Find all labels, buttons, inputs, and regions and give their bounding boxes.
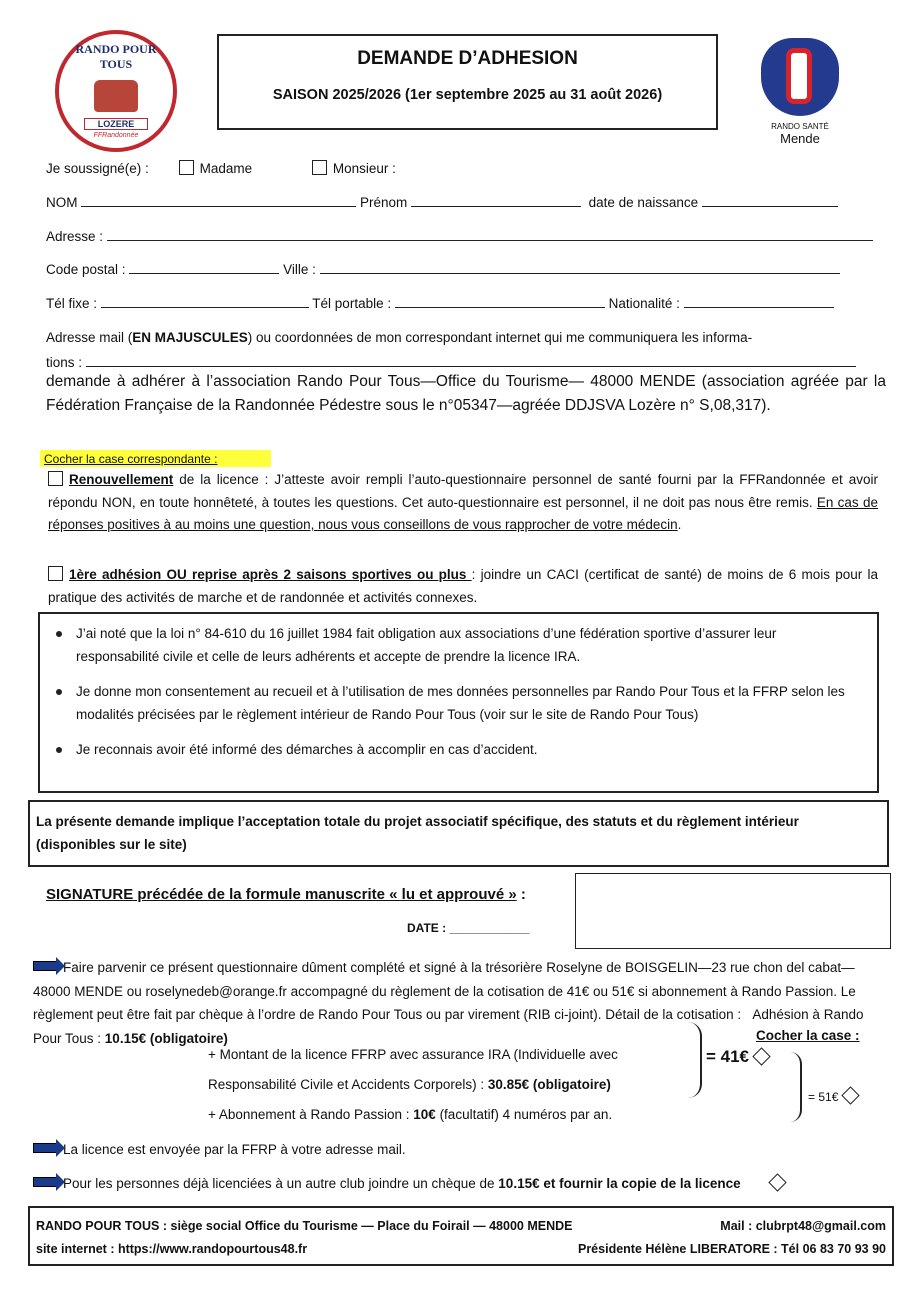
logo-right-city: Mende (780, 131, 820, 146)
first-membership-option (48, 564, 878, 609)
footer-address: RANDO POUR TOUS : siège social Office du Tourisme — Place du Foirail — 48000 MENDE (36, 1219, 573, 1233)
label: Tél portable : (312, 296, 392, 311)
renewal-checkbox[interactable] (48, 471, 63, 486)
date-label: DATE : ____________ (407, 921, 530, 935)
acceptance-text: La présente demande implique l’acceptation totale du projet associatif spécifique, des statuts et du règlement intérieur (disponibles sur le site) (36, 814, 799, 852)
footer-site[interactable]: site internet : https://www.randopourtous48.fr (36, 1242, 308, 1256)
arrow-icon (33, 961, 57, 971)
other-club-checkbox[interactable] (768, 1173, 786, 1191)
other-club-note (33, 1176, 873, 1191)
footer-box (28, 1206, 894, 1266)
madame-checkbox[interactable] (179, 160, 194, 175)
declaration-item: Je donne mon consentement au recueil et à l’utilisation de mes données personnelles par Rando Pour Tous et la FFRP selon les modalités précisées par le règlement intérieur de Rando Pour Tous (voir sur le site de Rando Pour Tous) (50, 680, 863, 726)
nom-field[interactable] (81, 195, 356, 207)
arrow-icon (33, 1143, 57, 1153)
total-51-checkbox[interactable] (842, 1086, 860, 1104)
label: Nationalité : (608, 296, 680, 311)
label: + Abonnement à Rando Passion : (208, 1107, 414, 1122)
arrow-icon (33, 1177, 57, 1187)
label: 10.15€ (obligatoire) (104, 1030, 228, 1046)
label: : joindre un CACI (certificat de santé) de moins de 6 mois pour la pratique des activités de marche et de randonnée et activités connexes. (48, 567, 879, 605)
label: NOM (46, 195, 78, 210)
label: tions : (46, 355, 83, 370)
label: = 51€ (808, 1090, 839, 1104)
label: Pour les personnes déjà licenciées à un autre club joindre un chèque de (63, 1176, 499, 1191)
logo-fed: FFRandonnée (93, 132, 139, 139)
label: Adhésion à Rando Pour Tous : (33, 1007, 864, 1046)
page-title: DEMANDE D’ADHESION (357, 48, 578, 69)
monsieur-checkbox[interactable] (312, 160, 327, 175)
prenom-field[interactable] (411, 195, 581, 207)
label: EN MAJUSCULES (132, 330, 248, 345)
acceptance-box (28, 800, 889, 867)
label: La licence est envoyée par la FFRP à votre adresse mail. (63, 1142, 406, 1157)
postal-code-field[interactable] (129, 262, 279, 274)
label: Code postal : (46, 262, 126, 277)
mobile-field[interactable] (395, 296, 605, 308)
label: ) ou coordonnées de mon correspondant internet qui me communiquera les informa- (247, 330, 753, 345)
highlight-instruction: Cocher la case correspondante : (40, 450, 271, 467)
logo-right-text: RANDO SANTÉ (771, 122, 829, 131)
label: date de naissance (588, 195, 699, 210)
label: Je soussigné(e) : (46, 161, 149, 176)
first-membership-checkbox[interactable] (48, 566, 63, 581)
label: Madame (199, 161, 253, 176)
footer-president: Présidente Hélène LIBERATORE : Tél 06 83 70 93 90 (577, 1242, 886, 1256)
phone-field[interactable] (101, 296, 309, 308)
licence-line-1: + Montant de la licence FFRP avec assurance IRA (Individuelle avec (208, 1047, 618, 1062)
brace-icon (790, 1052, 802, 1122)
label: = 41€ (706, 1047, 750, 1066)
city-row (46, 262, 880, 277)
signature-label (46, 886, 526, 903)
declaration-item: Je reconnais avoir été informé des démarches à accomplir en cas d’accident. (50, 738, 863, 761)
label: 30.85€ (obligatoire) (487, 1077, 611, 1092)
label: : (516, 886, 526, 903)
declaration-item: J’ai noté que la loi n° 84-610 du 16 juillet 1984 fait obligation aux associations d’une fédération sportive d’assurer leur responsabilité civile et celle de leurs adhérents et accepte de prendre la licence IRA. (50, 622, 863, 668)
title-box (217, 34, 718, 130)
label: Adresse mail ( (46, 330, 133, 345)
nationality-field[interactable] (684, 296, 834, 308)
label: Adresse : (46, 229, 104, 244)
city-field[interactable] (320, 262, 840, 274)
label: Faire parvenir ce présent questionnaire dûment complété et signé à la trésorière Roselyne de BOISGELIN—23 rue chon del cabat—48000 MENDE ou roselynedeb@orange.fr accompagné du règlement de la cotisation de 41€ ou 51€ si abonnement à Rando Passion. Le règlement peut être fait par chèque à l’ordre de Rando Pour Tous ou par virement (RIB ci-joint). Détail de la cotisation : (33, 960, 856, 1022)
label: Ville : (283, 262, 316, 277)
brace-icon (688, 1022, 702, 1098)
address-field[interactable] (107, 229, 873, 241)
footer-mail[interactable]: Mail : clubrpt48@gmail.com (720, 1219, 886, 1233)
label: 10.15€ et fournir la copie de la licence (498, 1176, 741, 1191)
label: Prénom (360, 195, 408, 210)
email-row (46, 330, 880, 345)
heart-icon (761, 38, 839, 116)
label: En cas de réponses positives à au moins une question, nous vous conseillons de vous rapprocher de votre médecin (48, 494, 878, 532)
total-41-checkbox[interactable] (752, 1047, 770, 1065)
label: 10€ (413, 1107, 436, 1122)
label: 1ère adhésion OU reprise après 2 saisons sportives ou plus (69, 567, 472, 582)
boots-icon (94, 80, 138, 112)
label: . (677, 517, 682, 532)
rando-pour-tous-logo (55, 30, 177, 152)
declarations-box (38, 612, 879, 793)
total-41 (706, 1047, 774, 1067)
email-field[interactable] (86, 355, 856, 367)
phone-row (46, 296, 880, 311)
birthdate-field[interactable] (702, 195, 838, 207)
civility-row (46, 160, 880, 176)
licence-line-2 (208, 1077, 611, 1092)
signature-field[interactable] (575, 873, 891, 949)
logo-sub: LOZERE (84, 118, 148, 130)
intro-paragraph: demande à adhérer à l’association Rando Pour Tous—Office du Tourisme— 48000 MENDE (association agréée par la Fédération Française de la Randonnée Pédestre sous le n°05347—agréée DDJSVA Lozère n° S,08,317). (46, 373, 886, 414)
label: (facultatif) 4 numéros par an. (435, 1107, 613, 1122)
address-row (46, 229, 880, 244)
label: Responsabilité Civile et Accidents Corporels) : (208, 1077, 488, 1092)
email-row-2 (46, 355, 880, 370)
cocher-label: Cocher la case : (756, 1028, 860, 1043)
name-row (46, 195, 880, 210)
licence-note (33, 1142, 406, 1157)
label: Tél fixe : (46, 296, 98, 311)
season: SAISON 2025/2026 (1er septembre 2025 au 31 août 2026) (272, 87, 663, 103)
label: SIGNATURE précédée de la formule manuscrite « lu et approuvé » (46, 886, 517, 903)
renewal-option (48, 469, 878, 537)
subscription-line (208, 1107, 612, 1122)
rando-sante-logo (745, 38, 855, 146)
total-51 (808, 1089, 863, 1104)
label: de la licence : J’atteste avoir rempli l’auto-questionnaire personnel de santé fourni par la FFRandonnée et avoir répondu NON, en toute honnêteté, à toutes les questions. Cet auto-questionnaire est personnel, il ne doit pas nous être remis. (48, 472, 878, 510)
label: Renouvellement (69, 472, 174, 487)
label: Monsieur : (332, 161, 396, 176)
logo-text: RANDO POUR TOUS (75, 42, 157, 71)
